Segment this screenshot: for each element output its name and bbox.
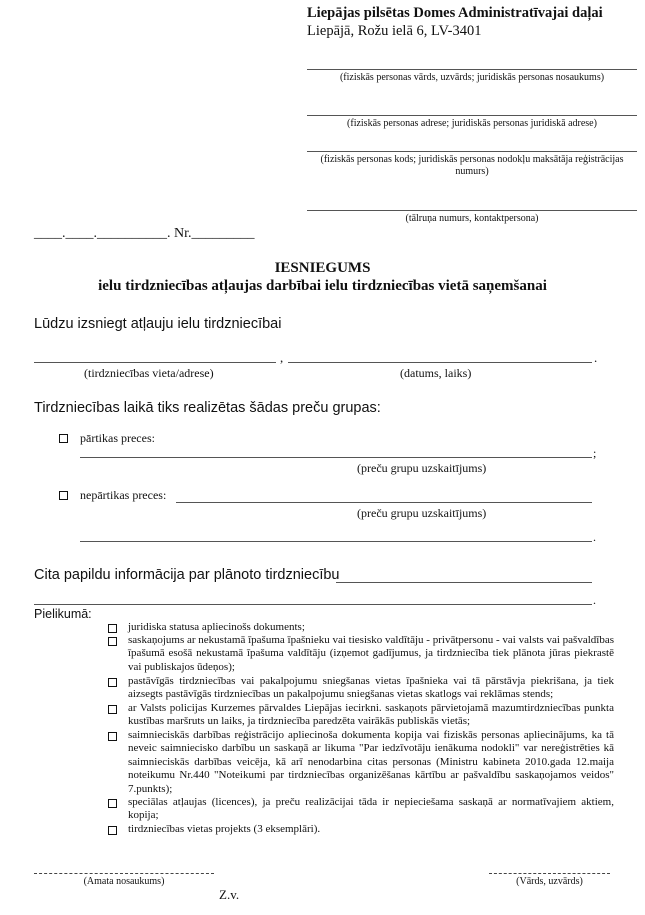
recipient-title: Liepājas pilsētas Domes Administratīvajai daļai xyxy=(307,5,603,21)
name-caption: (Vārds, uzvārds) xyxy=(516,876,583,887)
attachment-checkbox-3[interactable] xyxy=(108,678,117,687)
attachment-checkbox-6[interactable] xyxy=(108,799,117,808)
attachment-item-3: pastāvīgās tirdzniecības vai pakalpojumu sniegšanas vietas īpašnieka vai tā pārstāvja piekrišana, ja tiek aizsegts pastāvīgās tirdzniecības un pakalpojumu sniegšanas vietas skatlogs vai reklāmas stends; xyxy=(128,675,614,701)
request-label: Lūdzu izsniegt atļauju ielu tirdzniecībai xyxy=(34,316,282,332)
applicant-name-line[interactable] xyxy=(307,69,637,70)
attachment-item-7: tirdzniecības vietas projekts (3 eksemplāri). xyxy=(128,823,321,835)
attachments-label: Pielikumā: xyxy=(34,607,92,621)
attachment-checkbox-2[interactable] xyxy=(108,637,117,646)
goods-label: Tirdzniecības laikā tiks realizētas šādas preču grupas: xyxy=(34,400,381,416)
attachment-checkbox-5[interactable] xyxy=(108,732,117,741)
comma-sep: , xyxy=(280,350,284,365)
food-semicolon: ; xyxy=(593,446,597,460)
applicant-address-line[interactable] xyxy=(307,115,637,116)
nonfood-goods-input[interactable] xyxy=(176,502,592,503)
applicant-phone-caption: (tālruņa numurs, kontaktpersona) xyxy=(405,213,539,224)
applicant-name-caption: (fiziskās personas vārds, uzvārds; juridiskās personas nosaukums) xyxy=(339,72,605,83)
document-subtitle: ielu tirdzniecības atļaujas darbībai ielu tirdzniecības vietā saņemšanai xyxy=(98,278,547,294)
trade-place-caption: (tirdzniecības vieta/adrese) xyxy=(84,366,214,380)
nonfood-goods-input-2[interactable] xyxy=(80,541,592,542)
period-sep: . xyxy=(594,350,598,365)
applicant-code-caption: (fiziskās personas kods; juridiskās personas nodokļu maksātāja reģistrācijas numurs) xyxy=(320,154,624,177)
applicant-phone-line[interactable] xyxy=(307,210,637,211)
applicant-code-line[interactable] xyxy=(307,151,637,152)
food-goods-input[interactable] xyxy=(80,457,592,458)
trade-date-caption: (datums, laiks) xyxy=(400,366,472,380)
stamp-placeholder: Z.v. xyxy=(219,887,240,902)
other-info-input[interactable] xyxy=(336,582,592,583)
date-number-line[interactable]: ____.____.__________. Nr._________ xyxy=(34,226,255,241)
recipient-address: Liepājā, Rožu ielā 6, LV-3401 xyxy=(307,23,482,39)
food-goods-label: pārtikas preces: xyxy=(80,431,155,445)
other-info-input-2[interactable] xyxy=(34,604,592,605)
document-title: IESNIEGUMS xyxy=(274,260,371,276)
position-caption: (Amata nosaukums) xyxy=(83,876,165,887)
nonfood-goods-checkbox[interactable] xyxy=(59,491,68,500)
trade-date-input[interactable] xyxy=(288,362,592,363)
attachment-item-5: saimnieciskās darbības reģistrācijo apliecinoša dokumenta kopija vai fiziskās personas apliecinājums, ka tā neveic saimniecisko darbību un saskaņā ar likuma "Par iedzīvotāju ienākuma nodokli" var nereģistrēties kā saimnieciskās darbības veicēja, kā arī nenodarbina citas personas (Ministru kabineta 2010.gada 12.maija noteikumu Nr.440 "Noteikumi par tirdzniecības organizēšanas kārtību ar pašvaldību saskaņojamos veidos" 7.punkts); xyxy=(128,729,614,795)
attachment-item-6: speciālas atļaujas (licences), ja preču realizācijai tāda ir nepieciešama saskaņā ar normatīvajiem aktiem, kopija; xyxy=(128,796,614,822)
nonfood-period: . xyxy=(593,530,596,544)
other-info-label: Cita papildu informācija par plānoto tirdzniecību xyxy=(34,567,340,583)
name-signature-line[interactable] xyxy=(489,873,610,874)
food-goods-caption: (preču grupu uzskaitījums) xyxy=(357,461,487,475)
position-signature-line[interactable] xyxy=(34,873,214,874)
applicant-address-caption: (fiziskās personas adrese; juridiskās personas juridiskā adrese) xyxy=(347,118,597,129)
attachment-item-4: ar Valsts policijas Kurzemes pārvaldes Liepājas iecirkni. saskaņots pārvietojamā mazumtirdzniecības punkta kustības maršruts un laiks, ja tirdzniecība paredzēta vairākās publiskās vietās; xyxy=(128,702,614,728)
attachment-checkbox-1[interactable] xyxy=(108,624,117,633)
attachment-checkbox-4[interactable] xyxy=(108,705,117,714)
attachment-checkbox-7[interactable] xyxy=(108,826,117,835)
other-info-period: . xyxy=(593,593,596,607)
nonfood-goods-caption: (preču grupu uzskaitījums) xyxy=(357,506,487,520)
food-goods-checkbox[interactable] xyxy=(59,434,68,443)
nonfood-goods-label: nepārtikas preces: xyxy=(80,488,167,502)
trade-place-input[interactable] xyxy=(34,362,276,363)
attachment-item-2: saskaņojums ar nekustamā īpašuma īpašnieku vai tiesisko valdītāju - privātpersonu - vai valsts vai pašvaldības īpašumā esošā nekustamā īpašuma valdītāju (izņemot gadījumus, ja tirdzniecība tiek plānota jūras piekrastē vai publiskajos ūdeņos); xyxy=(128,634,614,673)
attachment-item-1: juridiska statusa apliecinošs dokuments; xyxy=(128,621,305,633)
